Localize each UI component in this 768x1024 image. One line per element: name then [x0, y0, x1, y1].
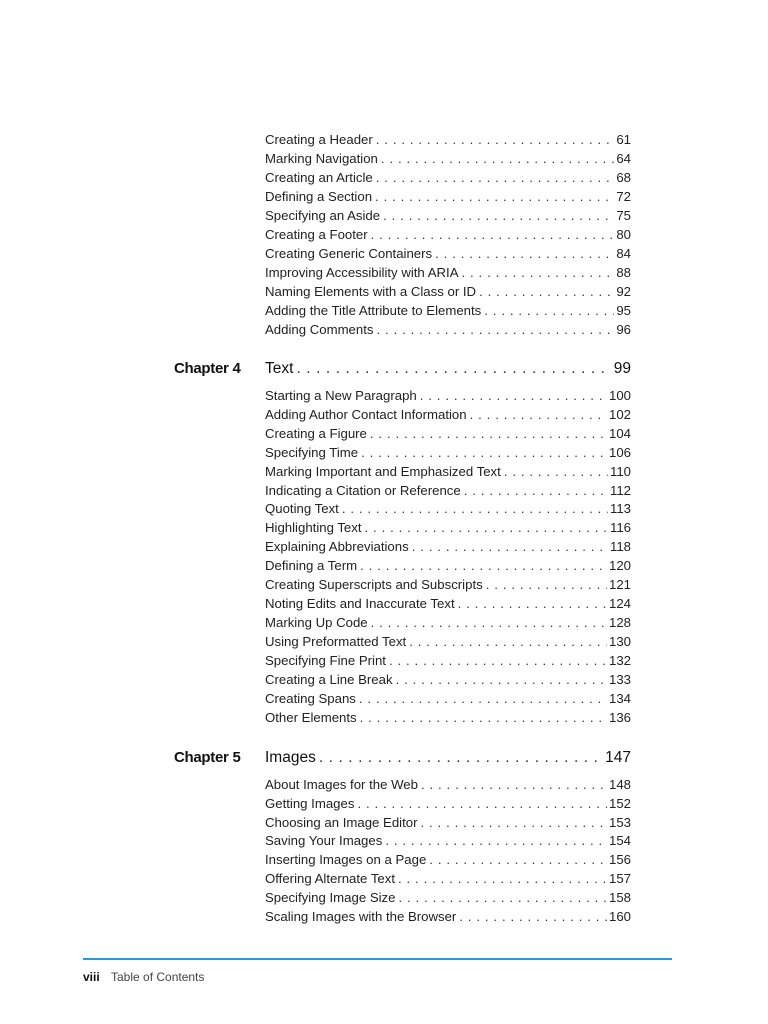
toc-entry-title: Creating Spans	[265, 691, 356, 706]
dot-leader	[501, 462, 608, 481]
dot-leader	[357, 556, 607, 575]
footer-page-number: viii	[83, 970, 100, 984]
toc-entry-title: Getting Images	[265, 796, 355, 811]
toc-entry[interactable]	[265, 225, 631, 244]
toc-entry-page: 154	[608, 833, 631, 848]
toc-entry-title: Defining a Section	[265, 189, 373, 204]
toc-entry-page: 124	[608, 596, 631, 611]
chapter-page: 99	[613, 360, 631, 377]
toc-entry[interactable]	[265, 424, 631, 443]
toc-entry-page: 96	[616, 322, 631, 337]
toc-entry-page: 68	[616, 170, 631, 185]
toc-entry[interactable]	[265, 518, 631, 537]
toc-entry-title: Marking Up Code	[265, 615, 368, 630]
toc-entry-page: 134	[608, 691, 631, 706]
toc-entry[interactable]	[265, 481, 631, 500]
toc-entry-title: Quoting Text	[265, 501, 339, 516]
toc-entry[interactable]	[265, 149, 631, 168]
toc-entry-page: 100	[608, 388, 631, 403]
toc-entry[interactable]	[265, 907, 631, 926]
toc-entry-page: 84	[616, 246, 631, 261]
chapter-label: Chapter 5	[174, 749, 241, 766]
toc-entry[interactable]	[265, 168, 631, 187]
toc-entry-title: Starting a New Paragraph	[265, 388, 417, 403]
toc-entry[interactable]	[265, 869, 631, 888]
toc-entry-title: Creating an Article	[265, 170, 373, 185]
dot-leader	[406, 632, 607, 651]
dot-leader	[467, 405, 607, 424]
toc-entry-title: Specifying Image Size	[265, 890, 396, 905]
dot-leader	[456, 907, 607, 926]
dot-leader	[362, 518, 608, 537]
toc-entry-title: Creating a Figure	[265, 426, 367, 441]
toc-entry-page: 113	[609, 501, 631, 516]
toc-entry-page: 72	[616, 189, 631, 204]
toc-entry-page: 61	[616, 132, 631, 147]
toc-entry-title: Improving Accessibility with ARIA	[265, 265, 459, 280]
dot-leader	[368, 613, 607, 632]
toc-entry-title: Explaining Abbreviations	[265, 539, 409, 554]
toc-entry-title: Creating a Footer	[265, 227, 368, 242]
dot-leader	[481, 301, 614, 320]
dot-leader	[455, 594, 607, 613]
toc-entry-page: 64	[616, 151, 631, 166]
dot-leader	[382, 831, 607, 850]
toc-entry-page: 75	[616, 208, 631, 223]
toc-entry[interactable]	[265, 537, 631, 556]
toc-entry[interactable]	[265, 301, 631, 320]
toc-entry[interactable]	[265, 187, 631, 206]
toc-entry[interactable]	[265, 130, 631, 149]
chapter-title: Text	[265, 360, 294, 377]
toc-entry-title: Naming Elements with a Class or ID	[265, 284, 477, 299]
dot-leader	[417, 813, 607, 832]
toc-entry-title: Saving Your Images	[265, 833, 383, 848]
toc-entry-page: 88	[616, 265, 631, 280]
dot-leader	[461, 481, 608, 500]
toc-entry-title: Specifying an Aside	[265, 208, 381, 223]
dot-leader	[395, 888, 607, 907]
dot-leader	[356, 689, 607, 708]
toc-entry[interactable]	[265, 689, 631, 708]
footer-section-title: Table of Contents	[111, 970, 205, 984]
toc-entry-page: 80	[616, 227, 631, 242]
toc-entry-title: Offering Alternate Text	[265, 871, 395, 886]
toc-entry-page: 133	[608, 672, 631, 687]
toc-entry-title: Noting Edits and Inaccurate Text	[265, 596, 455, 611]
toc-entry[interactable]	[265, 386, 631, 405]
toc-entry[interactable]	[265, 813, 631, 832]
dot-leader	[395, 869, 607, 888]
dot-leader	[339, 499, 608, 518]
toc-entry-title: Creating a Header	[265, 132, 373, 147]
toc-entry[interactable]	[265, 405, 631, 424]
toc-entry[interactable]	[265, 794, 631, 813]
toc-entry[interactable]	[265, 244, 631, 263]
toc-entry-page: 156	[608, 852, 631, 867]
toc-entry-page: 158	[608, 890, 631, 905]
dot-leader	[426, 850, 607, 869]
toc-entry-title: Creating a Line Break	[265, 672, 393, 687]
toc-entry-page: 128	[608, 615, 631, 630]
dot-leader	[357, 708, 607, 727]
dot-leader	[368, 225, 615, 244]
dot-leader	[367, 424, 607, 443]
dot-leader	[386, 651, 607, 670]
toc-entry[interactable]	[265, 651, 631, 670]
toc-entry-title: Specifying Time	[265, 445, 359, 460]
toc-entry-title: Marking Important and Emphasized Text	[265, 464, 501, 479]
toc-entry-title: Specifying Fine Print	[265, 653, 386, 668]
toc-entry-page: 136	[608, 710, 631, 725]
toc-entry[interactable]	[265, 850, 631, 869]
toc-entry-page: 104	[608, 426, 631, 441]
toc-entry[interactable]	[265, 320, 631, 339]
toc-entry-page: 120	[608, 558, 631, 573]
toc-entry[interactable]	[265, 499, 631, 518]
toc-entry-title: Indicating a Citation or Reference	[265, 483, 461, 498]
toc-entry[interactable]	[265, 263, 631, 282]
toc-entry-page: 112	[609, 483, 631, 498]
dot-leader	[417, 386, 607, 405]
toc-entry-page: 95	[616, 303, 631, 318]
toc-entry[interactable]	[265, 282, 631, 301]
dot-leader	[458, 263, 614, 282]
toc-entry-page: 148	[608, 777, 631, 792]
toc-entry-title: Scaling Images with the Browser	[265, 909, 457, 924]
toc-entry-page: 160	[608, 909, 631, 924]
toc-entry[interactable]	[265, 775, 631, 794]
toc-entry-page: 106	[608, 445, 631, 460]
dot-leader	[409, 537, 608, 556]
toc-entry-title: Adding Comments	[265, 322, 374, 337]
dot-leader	[354, 794, 607, 813]
toc-entry[interactable]	[265, 670, 631, 689]
toc-entry-page: 130	[608, 634, 631, 649]
dot-leader	[476, 282, 614, 301]
toc-entry[interactable]	[265, 594, 631, 613]
dot-leader	[373, 320, 614, 339]
toc-entry[interactable]	[265, 708, 631, 727]
toc-entry-page: 132	[608, 653, 631, 668]
dot-leader	[373, 130, 615, 149]
toc-entry-page: 121	[608, 577, 631, 592]
toc-entry-title: Defining a Term	[265, 558, 358, 573]
toc-entry-title: Marking Navigation	[265, 151, 378, 166]
toc-entry-page: 110	[609, 464, 631, 479]
toc-entry[interactable]	[265, 632, 631, 651]
chapter-page: 147	[605, 749, 631, 766]
dot-leader	[378, 149, 614, 168]
toc-entry-page: 153	[608, 815, 631, 830]
toc-entry-title: Adding Author Contact Information	[265, 407, 467, 422]
dot-leader	[373, 168, 615, 187]
footer-rule	[83, 958, 672, 960]
dot-leader	[372, 187, 614, 206]
toc-entry[interactable]	[265, 556, 631, 575]
toc-entry[interactable]	[265, 613, 631, 632]
toc-entry-page: 92	[616, 284, 631, 299]
toc-entry-title: Creating Generic Containers	[265, 246, 433, 261]
dot-leader	[432, 244, 614, 263]
dot-leader	[316, 747, 603, 769]
toc-entry-title: Other Elements	[265, 710, 357, 725]
chapter-title-entry[interactable]	[265, 358, 631, 380]
toc-entry-page: 116	[609, 520, 631, 535]
dot-leader	[483, 575, 607, 594]
dot-leader	[293, 358, 611, 380]
toc-entry-page: 118	[609, 539, 631, 554]
dot-leader	[418, 775, 607, 794]
toc-entry[interactable]	[265, 575, 631, 594]
toc-entry-title: Creating Superscripts and Subscripts	[265, 577, 483, 592]
toc-entry-page: 157	[608, 871, 631, 886]
toc-entry[interactable]	[265, 831, 631, 850]
toc-entry-page: 102	[608, 407, 631, 422]
toc-entry-title: About Images for the Web	[265, 777, 418, 792]
toc-entry[interactable]	[265, 888, 631, 907]
chapter-title: Images	[265, 749, 316, 766]
toc-entry-title: Inserting Images on a Page	[265, 852, 427, 867]
dot-leader	[393, 670, 607, 689]
dot-leader	[358, 443, 607, 462]
toc-entry-title: Highlighting Text	[265, 520, 362, 535]
chapter-title-entry[interactable]	[265, 747, 631, 769]
toc-entry-title: Choosing an Image Editor	[265, 815, 418, 830]
toc-entry-title: Adding the Title Attribute to Elements	[265, 303, 482, 318]
toc-entry[interactable]	[265, 443, 631, 462]
toc-entry[interactable]	[265, 206, 631, 225]
toc-entry-title: Using Preformatted Text	[265, 634, 407, 649]
toc-entry[interactable]	[265, 462, 631, 481]
dot-leader	[380, 206, 614, 225]
toc-entry-page: 152	[608, 796, 631, 811]
chapter-label: Chapter 4	[174, 360, 241, 377]
